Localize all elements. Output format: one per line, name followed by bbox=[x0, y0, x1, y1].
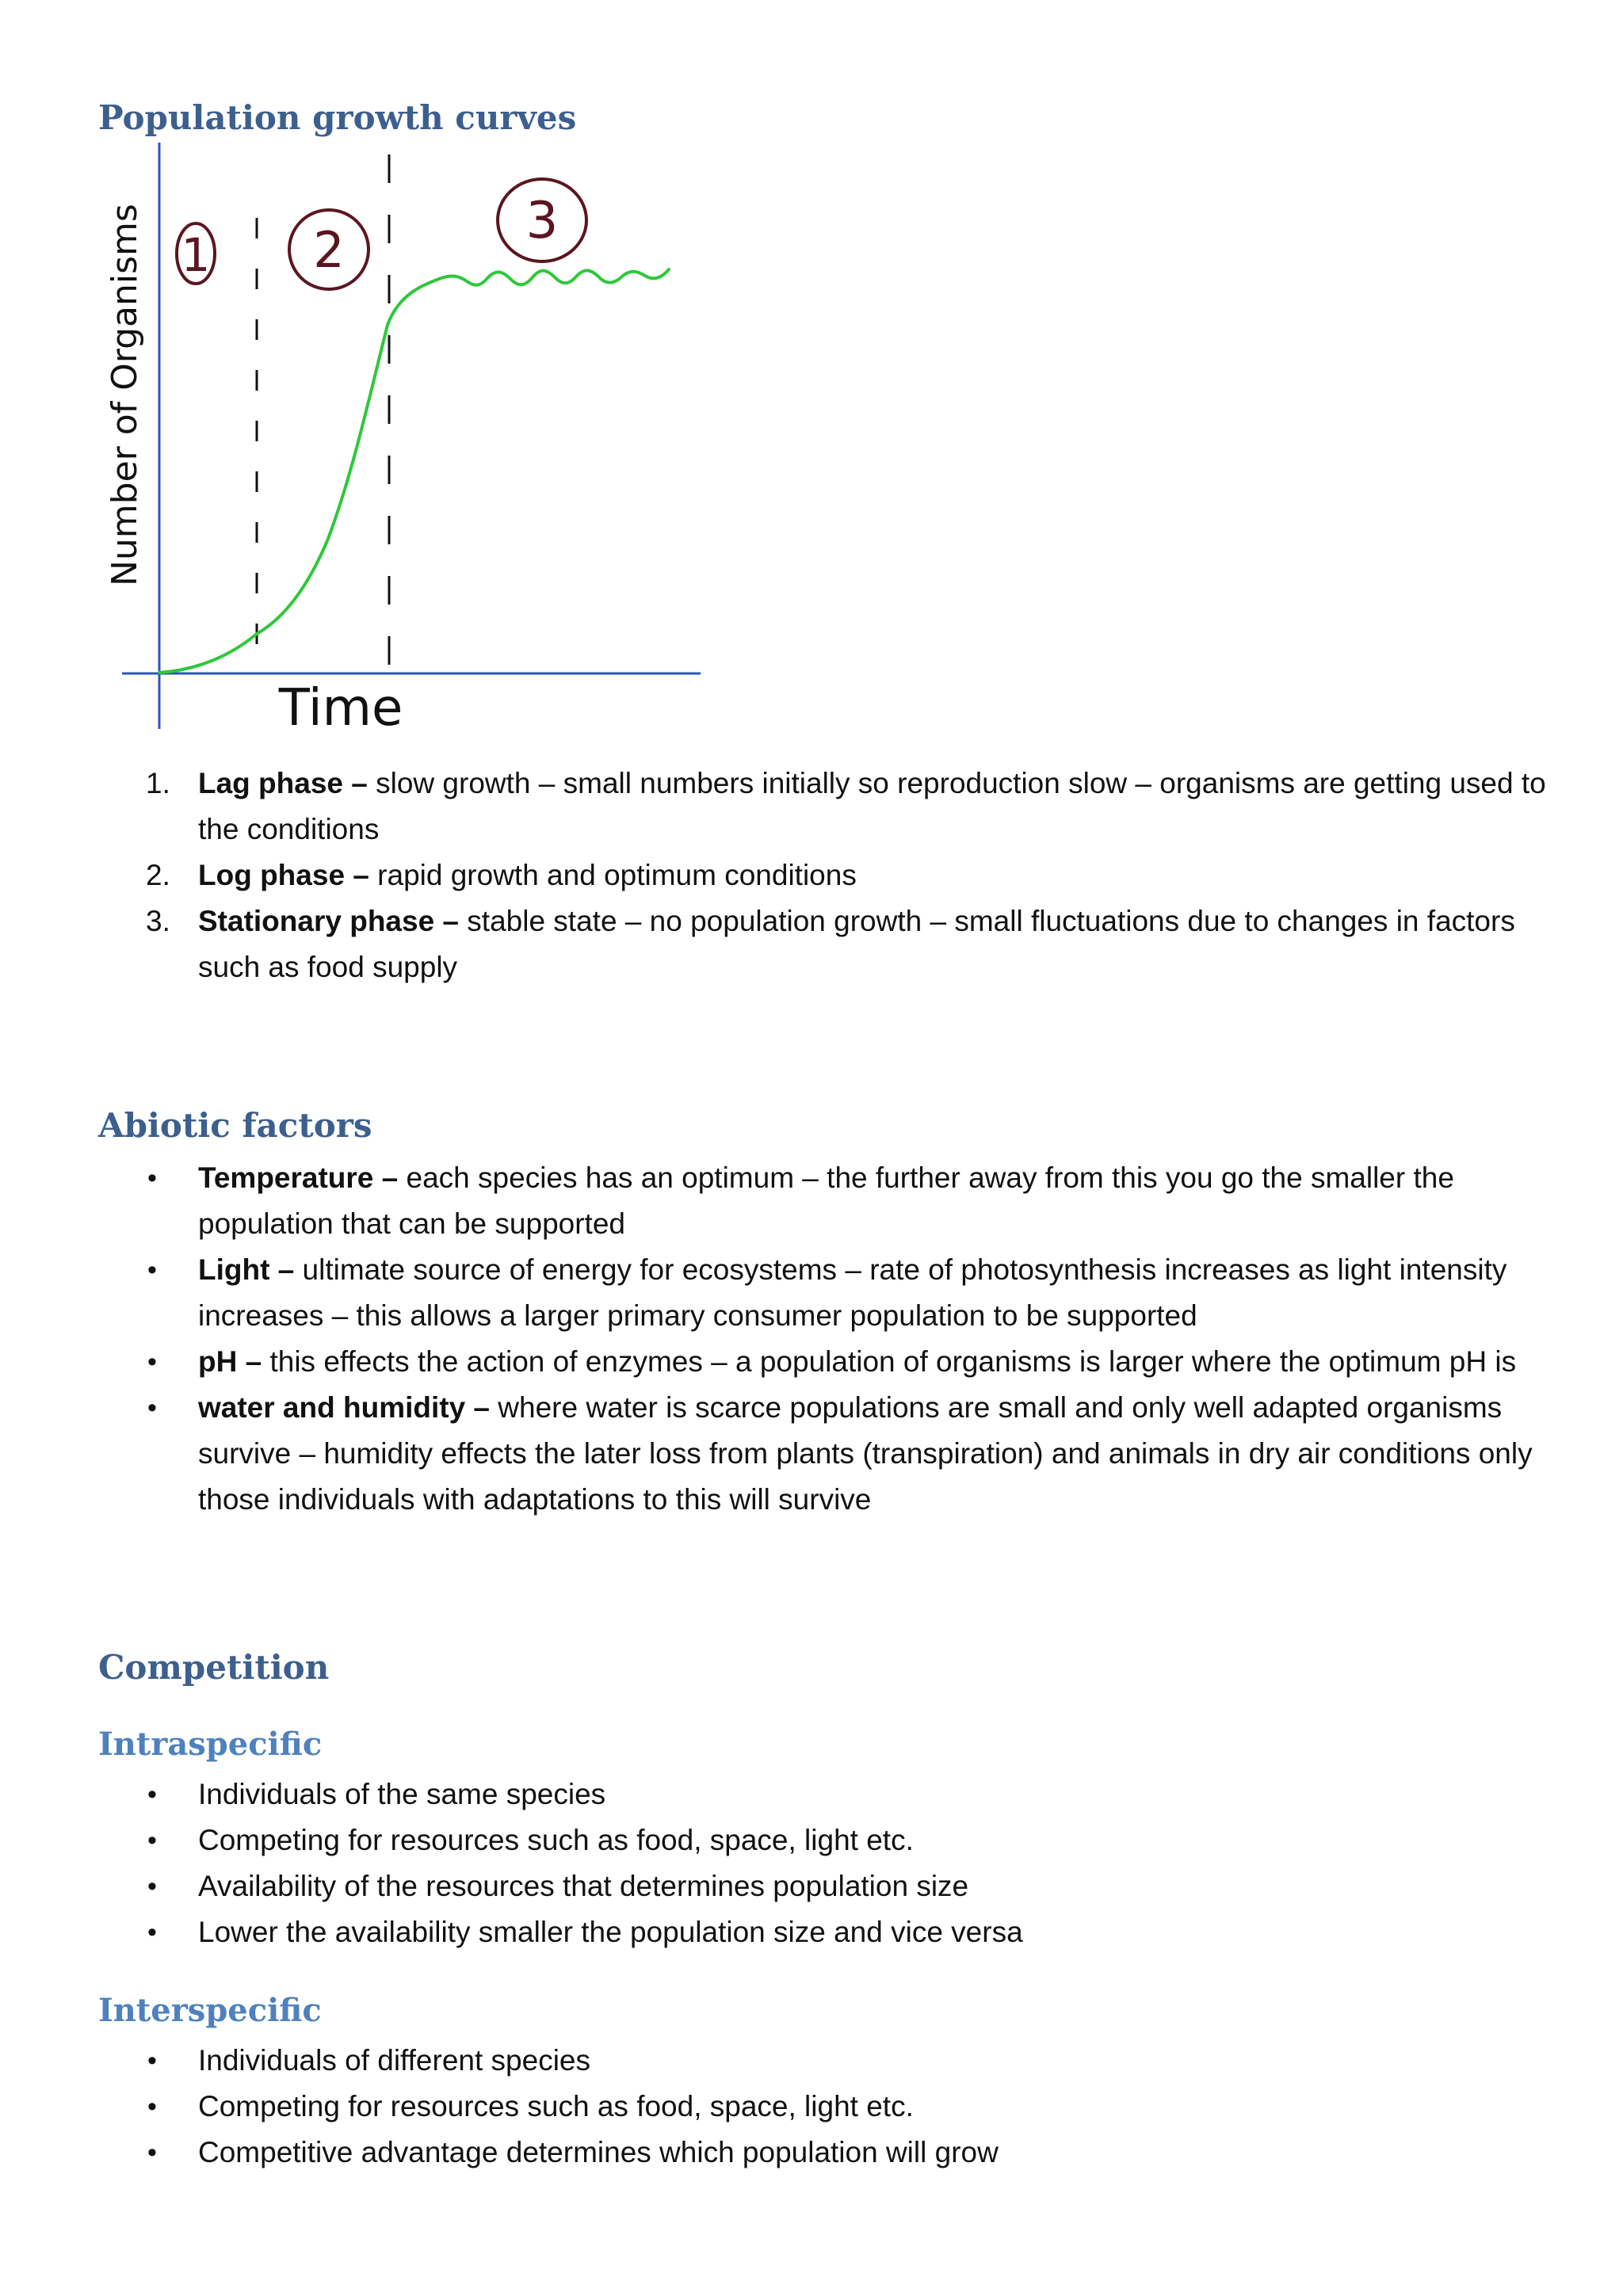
list-item-text: Individuals of the same species bbox=[198, 1778, 606, 1810]
bullet-icon: • bbox=[147, 1255, 157, 1285]
bullet-icon: • bbox=[147, 1871, 157, 1901]
bullet-icon: • bbox=[147, 2138, 157, 2168]
intraspecific-list bbox=[98, 1772, 1549, 1955]
abiotic-factors-list bbox=[98, 1155, 1549, 1523]
phase-text: rapid growth and optimum conditions bbox=[369, 859, 857, 891]
phase-list bbox=[98, 761, 1549, 990]
list-item bbox=[98, 1155, 1549, 1247]
list-item bbox=[98, 1772, 1549, 1817]
factor-term: Light – bbox=[198, 1253, 295, 1286]
list-item bbox=[98, 1817, 1549, 1863]
list-number: 2. bbox=[146, 859, 170, 891]
list-item bbox=[98, 2130, 1549, 2176]
phase-term: Log phase – bbox=[198, 859, 369, 891]
phase-term: Stationary phase – bbox=[198, 905, 460, 937]
list-item bbox=[98, 1909, 1549, 1955]
graph-y-axis-label: Number of Organisms bbox=[105, 204, 145, 586]
bullet-icon: • bbox=[147, 1393, 157, 1423]
bullet-icon: • bbox=[147, 1779, 157, 1810]
bullet-icon: • bbox=[147, 1825, 157, 1855]
phase-item bbox=[98, 898, 1549, 990]
heading-intraspecific: Intraspecific bbox=[98, 1726, 323, 1763]
list-item-text: Competitive advantage determines which population will grow bbox=[198, 2136, 999, 2168]
phase-number-3: 3 bbox=[525, 192, 559, 250]
phase-term: Lag phase – bbox=[198, 767, 368, 799]
list-item-text: Competing for resources such as food, space, light etc. bbox=[198, 2090, 914, 2122]
graph-x-axis-label: Time bbox=[278, 679, 403, 737]
bullet-icon: • bbox=[147, 1347, 157, 1377]
heading-interspecific: Interspecific bbox=[98, 1992, 322, 2029]
factor-text: this effects the action of enzymes – a population of organisms is larger where the optimum pH is bbox=[262, 1345, 1517, 1378]
list-item bbox=[98, 1385, 1549, 1523]
heading-abiotic-factors: Abiotic factors bbox=[98, 1106, 372, 1145]
bullet-icon: • bbox=[147, 2046, 157, 2076]
interspecific-list bbox=[98, 2038, 1549, 2176]
list-item bbox=[98, 2038, 1549, 2084]
list-item bbox=[98, 2084, 1549, 2130]
heading-population-growth-curves: Population growth curves bbox=[98, 98, 577, 137]
list-item-text: Availability of the resources that determines population size bbox=[198, 1870, 969, 1902]
phase-number-2: 2 bbox=[313, 221, 345, 279]
list-item-text: Competing for resources such as food, space, light etc. bbox=[198, 1824, 914, 1856]
list-item-text: Lower the availability smaller the population size and vice versa bbox=[198, 1916, 1023, 1948]
phase-text: stable state – no population growth – small fluctuations due to changes in factors such as food supply bbox=[198, 905, 1515, 983]
phase-item bbox=[98, 852, 1549, 898]
list-item-text: Individuals of different species bbox=[198, 2044, 591, 2077]
factor-term: water and humidity – bbox=[198, 1391, 491, 1424]
list-number: 1. bbox=[146, 767, 170, 799]
bullet-icon: • bbox=[147, 1163, 157, 1193]
population-growth-graph bbox=[98, 143, 708, 737]
heading-competition: Competition bbox=[98, 1648, 330, 1687]
list-item bbox=[98, 1247, 1549, 1339]
list-item bbox=[98, 1863, 1549, 1909]
list-number: 3. bbox=[146, 905, 170, 937]
factor-text: each species has an optimum – the further away from this you go the smaller the population that can be supported bbox=[198, 1161, 1454, 1240]
bullet-icon: • bbox=[147, 2092, 157, 2122]
phase-item bbox=[98, 761, 1549, 852]
growth-curve bbox=[159, 269, 669, 673]
factor-text: where water is scarce populations are small and only well adapted organisms survive – humidity effects the later loss from plants (transpiration) and animals in dry air conditions only those individuals with adaptations to this will survive bbox=[198, 1391, 1533, 1516]
factor-term: Temperature – bbox=[198, 1161, 399, 1194]
list-item bbox=[98, 1339, 1549, 1385]
factor-text: ultimate source of energy for ecosystems – rate of photosynthesis increases as light intensity increases – this allows a larger primary consumer population to be supported bbox=[198, 1253, 1507, 1332]
factor-term: pH – bbox=[198, 1345, 262, 1378]
phase-number-1: 1 bbox=[181, 228, 211, 282]
bullet-icon: • bbox=[147, 1917, 157, 1947]
phase-text: slow growth – small numbers initially so reproduction slow – organisms are getting used to the conditions bbox=[198, 767, 1546, 845]
